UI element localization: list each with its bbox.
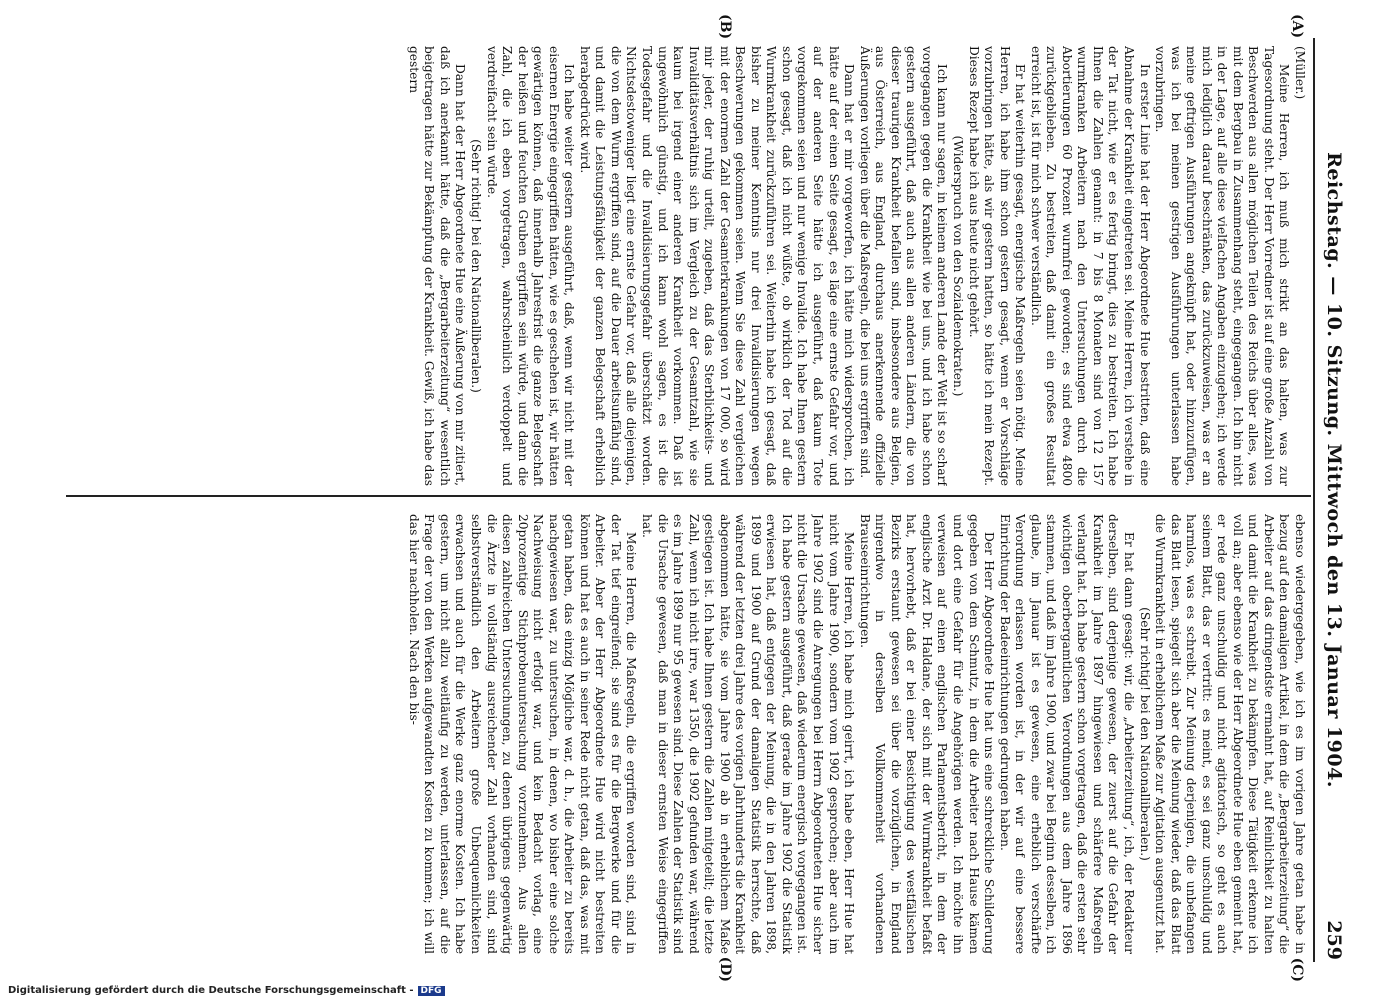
paragraph: (Sehr richtig! bei den Nationalliberalen.) [1137,607,1152,861]
paragraph: (Widerspruch von den Sozialdemokraten.) [950,135,965,397]
footer-text: Digitalisierung gefördert durch die Deutsche Forschungsgemeinschaft - [8,985,414,996]
margin-marker-a: (A) [1289,14,1305,39]
dfg-logo: DFG [418,986,445,996]
paragraph: Meine Herren, ich habe mich geirrt, ich habe eben, Herr Hue hat nicht vom Jahre 1900, sondern vom 1902 gesprochen; aber auch im Jahre 1902 sind die Anregungen bei Herrn Abgeordneten Hue sicher nicht die Ursache gewesen, daß wiederum energisch vorgegangen ist. Ich habe gestern ausgeführt, daß gerade im Jahre 1902 die Statistik erwiesen hat, daß entgegen der Meinung, die in den Jahren 1898, 1899 und 1900 auf Grund der damaligen Statistik herrschte, daß während der letzten drei Jahre des vorigen Jahrhunderts die Krankheit abgenommen hätte, sie vom Jahre 1900 ab in erheblichem Maße gestiegen ist. Ich habe Ihnen gestern die Zahlen mitgeteilt; die letzte Zahl, wenn ich nicht irre, war 1350, die 1902 gefunden war, während es im Jahre 1899 nur 95 gewesen sind. Diese Zahlen der Statistik sind die Ursache gewesen, daß man in dieser ernsten Weise eingegriffen hat. [640,514,857,954]
right-text-column [67,514,1307,954]
paragraph: In erster Linie hat der Herr Abgeordnete Hue bestritten, daß eine Abnahme der Krankheit eingetreten sei. Meine Herren, ich verstehe in der Tat nicht, wie er es fertig bringt, dies zu bestreiten. Ich habe Ihnen die Zahlen genannt: in 7 bis 8 Monaten sind von 12 157 wurmkranken Arbeitern nach den Untersuchungen durch die Abortierungen 60 Prozent wurmfrei geworden; es sind etwa 4800 zurückgeblieben. Zu bestreiten, daß damit ein großes Resultat erreicht ist, ist für mich schwer verständlich. [1028,46,1152,486]
paragraph: Ich kann nur sagen, in keinem anderen Lande der Welt ist so scharf vorgegangen gegen die Krankheit wie bei uns, und ich habe schon gestern ausgeführt, daß auch aus allen anderen Ländern, die von dieser traurigen Krankheit befallen sind, insbesondere aus Belgien, aus Österreich, aus England, durchaus anerkennende offizielle Äußerungen vorliegen über die Maßregeln, die bei uns ergriffen sind. [857,46,950,486]
column-divider [66,495,1311,497]
page-number: 259 [1323,920,1345,960]
paragraph: Er hat weiterhin gesagt, energische Maßregeln seien nötig. Meine Herren, ich habe ihm schon gestern gesagt, wenn er Vorschläge vorzubringen hätte, als wir gestern hatten, so hätte ich mein Rezept. Dieses Rezept habe ich aus heute nicht gehört. [966,46,1028,486]
paragraph: Meine Herren, ich muß mich strikt an das halten, was zur Tagesordnung steht. Der Herr Vorredner ist auf eine große Anzahl von Beschwerden aus allen möglichen Teilen des Reichs über alles, was mit dem Bergbau in Zusammenhang steht, eingegangen. Ich bin nicht in der Lage, auf alle diese vielfachen Angaben einzugehen; ich werde mich lediglich darauf beschränken, das zurückzuweisen, was er an meine geftrigen Ausführungen angeknüpft hat, oder hinzuzufügen, was ich bei meinen gestrigen Ausführungen unterlassen habe vorzubringen. [1153,46,1292,486]
margin-marker-c: (C) [1289,957,1305,982]
paragraph: (Sehr richtig! bei den Nationalliberalen.) [469,139,484,393]
paragraph: Der Herr Abgeordnete Hue hat uns eine schreckliche Schilderung gegeben von dem Schmutz, in dem die Arbeiter nach Hause kämen und dort eine Gefahr für die Angehörigen werden. Ich möchte ihn verweisen auf einen englischen Parlamentsbericht, in dem der englische Arzt Dr. Haldane, der sich mit der Wurmkrankheit befaßt hat, hervorhebt, daß er bei einer Besichtigung des westfälischen Bezirks erstaunt gewesen sei über die vorzüglichen, in England nirgendwo in derselben Vollkommenheit vorhandenen Brauseeinrichtungen. [857,514,997,954]
paragraph: Er hat dann gesagt: wir, die „Arbeiterzeitung“, ich, der Redakteur derselben, sind derjenige gewesen, der zuerst auf die Gefahr der Krankheit im Jahre 1897 hingewiesen und schärfere Maßregeln verlangt hat. Ich habe gestern schon vorgetragen, daß die ersten sehr wichtigen oberbergamtlichen Verordnungen aus dem Jahre 1896 stammen, und daß im Jahre 1900, und zwar bei Beginn desselben, ich glaube, im Januar ist es gewesen, eine erheblich verschärfte Verordnung erlassen worden ist, in der wir auf eine bessere Einrichtung der Badeeinrichtungen gedrungen haben. [997,514,1136,954]
paragraph: ebenso wiedergegeben, wie ich es im vorigen Jahre getan habe in bezug auf den damaligen Artikel, in dem die „Bergarbeiterzeitung“ die Arbeiter auf das dringendste ermahnt hat, auf Reinlichkeit zu halten und damit die Krankheit zu bekämpfen. Diese Tätigkeit erkenne ich voll an; aber ebenso wie der Herr Abgeordnete Hue eben gemeint hat, er rede ganz unschuldig und nicht agitatorisch, so geht es auch seinem Blatt, das er vertritt: es meint, es sei ganz unschuldig und harmlos, was es schreibt. Zur Meinung derjenigen, die unbefangen das Blatt lesen, spiegelt sich aber die Meinung wieder, daß das Blatt die Wurmkrankheit in erheblichem Maße zur Agitation ausgenutzt hat. [1153,514,1307,954]
paragraph: Dann hat der Herr Abgeordnete Hue eine Äußerung von mir zitiert, daß ich anerkannt hätte, daß die „Bergarbeiterzeitung“ wesentlich beigetragen hätte zur Bekämpfung der Krankheit. Gewiß, ich habe das gestern [406,46,468,486]
margin-marker-d: (D) [717,956,733,982]
paragraph: Ich habe weiter gestern ausgeführt, daß, wenn wir nicht mit der eisernen Energie eingegriffen hätten, wie es geschehen ist, wir hätten gewärtigen können, daß innerhalb Jahresfrist die ganze Belegschaft der heißen und feuchten Gruben ergriffen sein würde, und dann die Zahl, die ich eben vorgetragen, wahrscheinlich verdoppelt und verdreifacht sein würde. [484,46,577,486]
header-title: Reichstag. — 10. Sitzung. Mittwoch den 13. Januar 1904. [1323,152,1345,788]
paragraph: (Müller.) [1293,46,1307,100]
page-header [1319,40,1345,960]
margin-marker-b: (B) [717,14,733,40]
left-text-column [67,46,1307,486]
header-rule [1313,38,1315,962]
footer-credit [8,985,445,996]
paragraph: Meine Herren, die Maßregeln, die ergriffen worden sind, sind in der Tat tief eingreifend; sie sind es für die Bergwerke und für die Arbeiter. Aber der Herr Abgeordnete Hue wird nicht bestreiten können und hat es auch in seiner Rede nicht getan, daß das, was mit getan haben, das einzig Mögliche war, d. h., die Arbeiter zu bereits nachgewiesen war, zu untersuchen, in denen, wo bisher eine solche Nachweisung nicht erfolgt war, und kein Bedacht vorlag, eine 20prozentige Stichprobenuntersuchung vorzunehmen. Aus allen diesen zahlreichen Untersuchungen, zu denen übrigens gegenwärtig die Ärzte in vollständig ausreichender Zahl vorhanden sind, sind selbstverständlich den Arbeitern große Unbequemlichkeiten erwachsen und auch für die Werke ganz enorme Kosten. Ich habe gestern, um nicht allzu weitläufig zu werden, unterlassen, auf die Frage der von den Werken aufgewandten Kosten zu kommen; ich will das hier nachholen. Nach den bis- [406,514,639,954]
paragraph: Dann hat er mir vorgeworfen, ich hätte mich widersprochen, ich hätte auf der einen Seite gesagt, es läge eine ernste Gefahr vor, und auf der anderen Seite hätte ich ausgeführt, daß kaum Tote vorgekommen seien und nur wenige Invalide. Ich habe Ihnen gestern schon gesagt, daß ich nicht wüßte, ob wirklich der Tod auf die Wurmkrankheit zurückzuführen sei. Weiterhin habe ich gesagt, daß bisher zu meiner Kenntnis nur drei Invalidisierungen wegen Beschwerungen gekommen seien. Wenn Sie diese Zahl vergleichen mit der enormen Zahl der Gesamterkrankungen von 17 000, so wird mir jeder, der ruhig urteilt, zugeben, daß das Sterblichkeits- und Invaliditätsverhältnis sich im Vergleich zu der Gesamtzahl, wie sie kaum bei irgend einer anderen Krankheit vorkommen. Daß ist ungewöhnlich günstig, und ich kann wohl sagen, es ist die Todesgefahr und die Invalidisierungsgefahr überschätzt worden. Nichtsdestoweniger liegt eine ernste Gefahr vor, daß alle diejenigen, die von dem Wurm ergriffen sind, auf die Dauer arbeitsunfähig sind, und damit die Leistungsfähigkeit der ganzen Belegschaft erheblich herabgedrückt wird. [577,46,857,486]
